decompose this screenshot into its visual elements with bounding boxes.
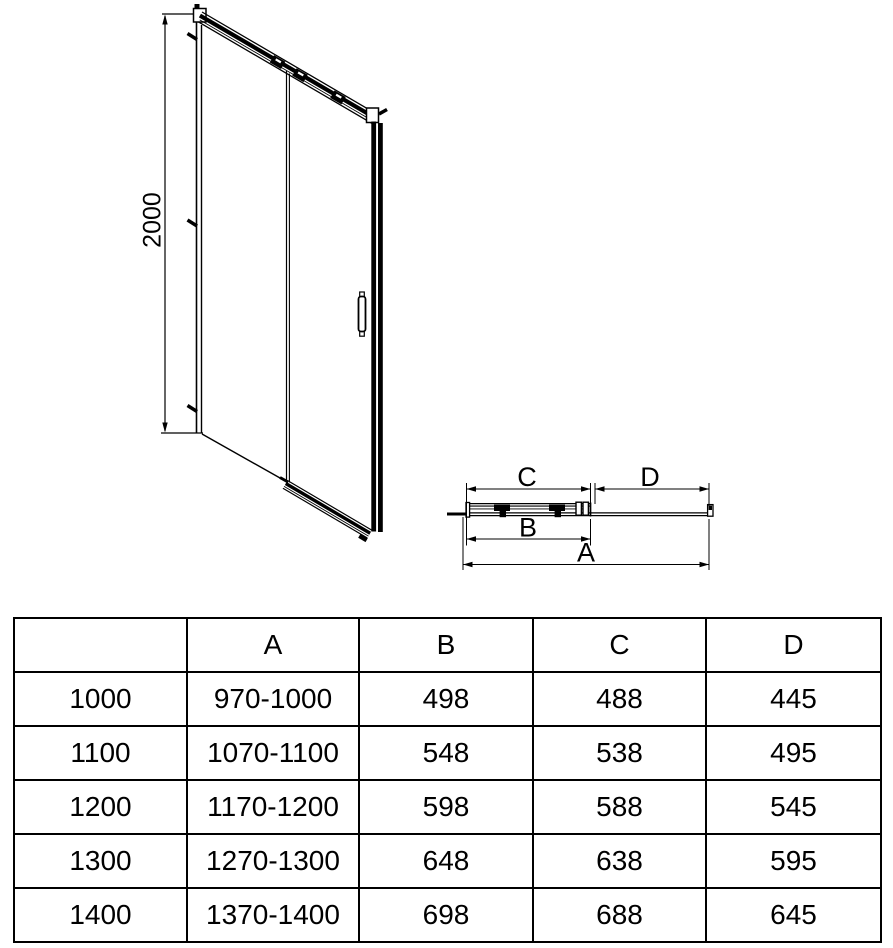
wall-bracket-bottom bbox=[188, 406, 198, 412]
table-cell: 598 bbox=[359, 780, 533, 834]
table-header-d: D bbox=[706, 618, 881, 672]
table-cell: 698 bbox=[359, 888, 533, 942]
door-handle bbox=[359, 292, 366, 336]
arrow-right-icon bbox=[700, 486, 710, 491]
right-wall-profile bbox=[367, 108, 388, 532]
dim-label-c: C bbox=[517, 462, 537, 492]
arrow-left-icon bbox=[595, 486, 605, 491]
door-stopper bbox=[576, 502, 581, 515]
table-cell: 970-1000 bbox=[187, 672, 359, 726]
table-cell: 538 bbox=[533, 726, 706, 780]
top-rail bbox=[197, 12, 379, 124]
bottom-rail bbox=[281, 481, 373, 543]
arrow-right-icon bbox=[581, 486, 591, 491]
arrow-left-icon bbox=[463, 562, 473, 567]
table-header-c: C bbox=[533, 618, 706, 672]
roller-bracket bbox=[549, 505, 565, 511]
dimension-a bbox=[463, 517, 709, 570]
wall-bracket-middle bbox=[188, 220, 198, 226]
wall-bracket-top bbox=[188, 34, 198, 40]
table-row bbox=[14, 726, 881, 780]
dim-label-a: A bbox=[576, 537, 596, 568]
table-cell: 645 bbox=[706, 888, 881, 942]
table-cell: 1170-1200 bbox=[187, 780, 359, 834]
tray-edge bbox=[202, 434, 288, 483]
roller-bracket bbox=[494, 505, 510, 511]
table-cell: 498 bbox=[359, 672, 533, 726]
table-cell: 488 bbox=[533, 672, 706, 726]
front-view bbox=[139, 4, 388, 542]
table-cell: 1200 bbox=[14, 780, 187, 834]
table-cell: 588 bbox=[533, 780, 706, 834]
top-right-corner-bracket bbox=[367, 108, 379, 123]
table-header-row bbox=[14, 618, 881, 672]
arrow-left-icon bbox=[467, 486, 477, 491]
size-table bbox=[13, 617, 882, 943]
table-cell: 1400 bbox=[14, 888, 187, 942]
table-cell: 648 bbox=[359, 834, 533, 888]
arrow-up-icon bbox=[162, 15, 167, 25]
table-header-size bbox=[14, 618, 187, 672]
table-cell: 1000 bbox=[14, 672, 187, 726]
table-header-b: B bbox=[359, 618, 533, 672]
table-cell: 688 bbox=[533, 888, 706, 942]
table-cell: 548 bbox=[359, 726, 533, 780]
table-row bbox=[14, 780, 881, 834]
dim-label-b: B bbox=[518, 512, 538, 543]
dimension-d bbox=[595, 462, 709, 506]
table-cell: 1100 bbox=[14, 726, 187, 780]
table-cell: 445 bbox=[706, 672, 881, 726]
table-cell: 495 bbox=[706, 726, 881, 780]
table-cell: 1270-1300 bbox=[187, 834, 359, 888]
table-row bbox=[14, 672, 881, 726]
door-leading-edge bbox=[287, 71, 290, 483]
table-row bbox=[14, 888, 881, 942]
table-cell: 1070-1100 bbox=[187, 726, 359, 780]
arrow-left-icon bbox=[467, 536, 477, 541]
plan-object bbox=[447, 502, 713, 517]
arrow-down-icon bbox=[162, 423, 167, 433]
height-dimension-label: 2000 bbox=[138, 192, 167, 248]
dimension-b bbox=[467, 513, 591, 546]
left-wall-profile bbox=[188, 4, 207, 433]
arrow-right-icon bbox=[700, 562, 710, 567]
table-row bbox=[14, 834, 881, 888]
table-cell: 545 bbox=[706, 780, 881, 834]
dim-label-d: D bbox=[640, 462, 660, 492]
table-header-a: A bbox=[187, 618, 359, 672]
table-cell: 595 bbox=[706, 834, 881, 888]
wall-bracket-right bbox=[379, 110, 387, 115]
table-cell: 1370-1400 bbox=[187, 888, 359, 942]
table-cell: 1300 bbox=[14, 834, 187, 888]
plan-view bbox=[447, 462, 713, 570]
table-cell: 638 bbox=[533, 834, 706, 888]
